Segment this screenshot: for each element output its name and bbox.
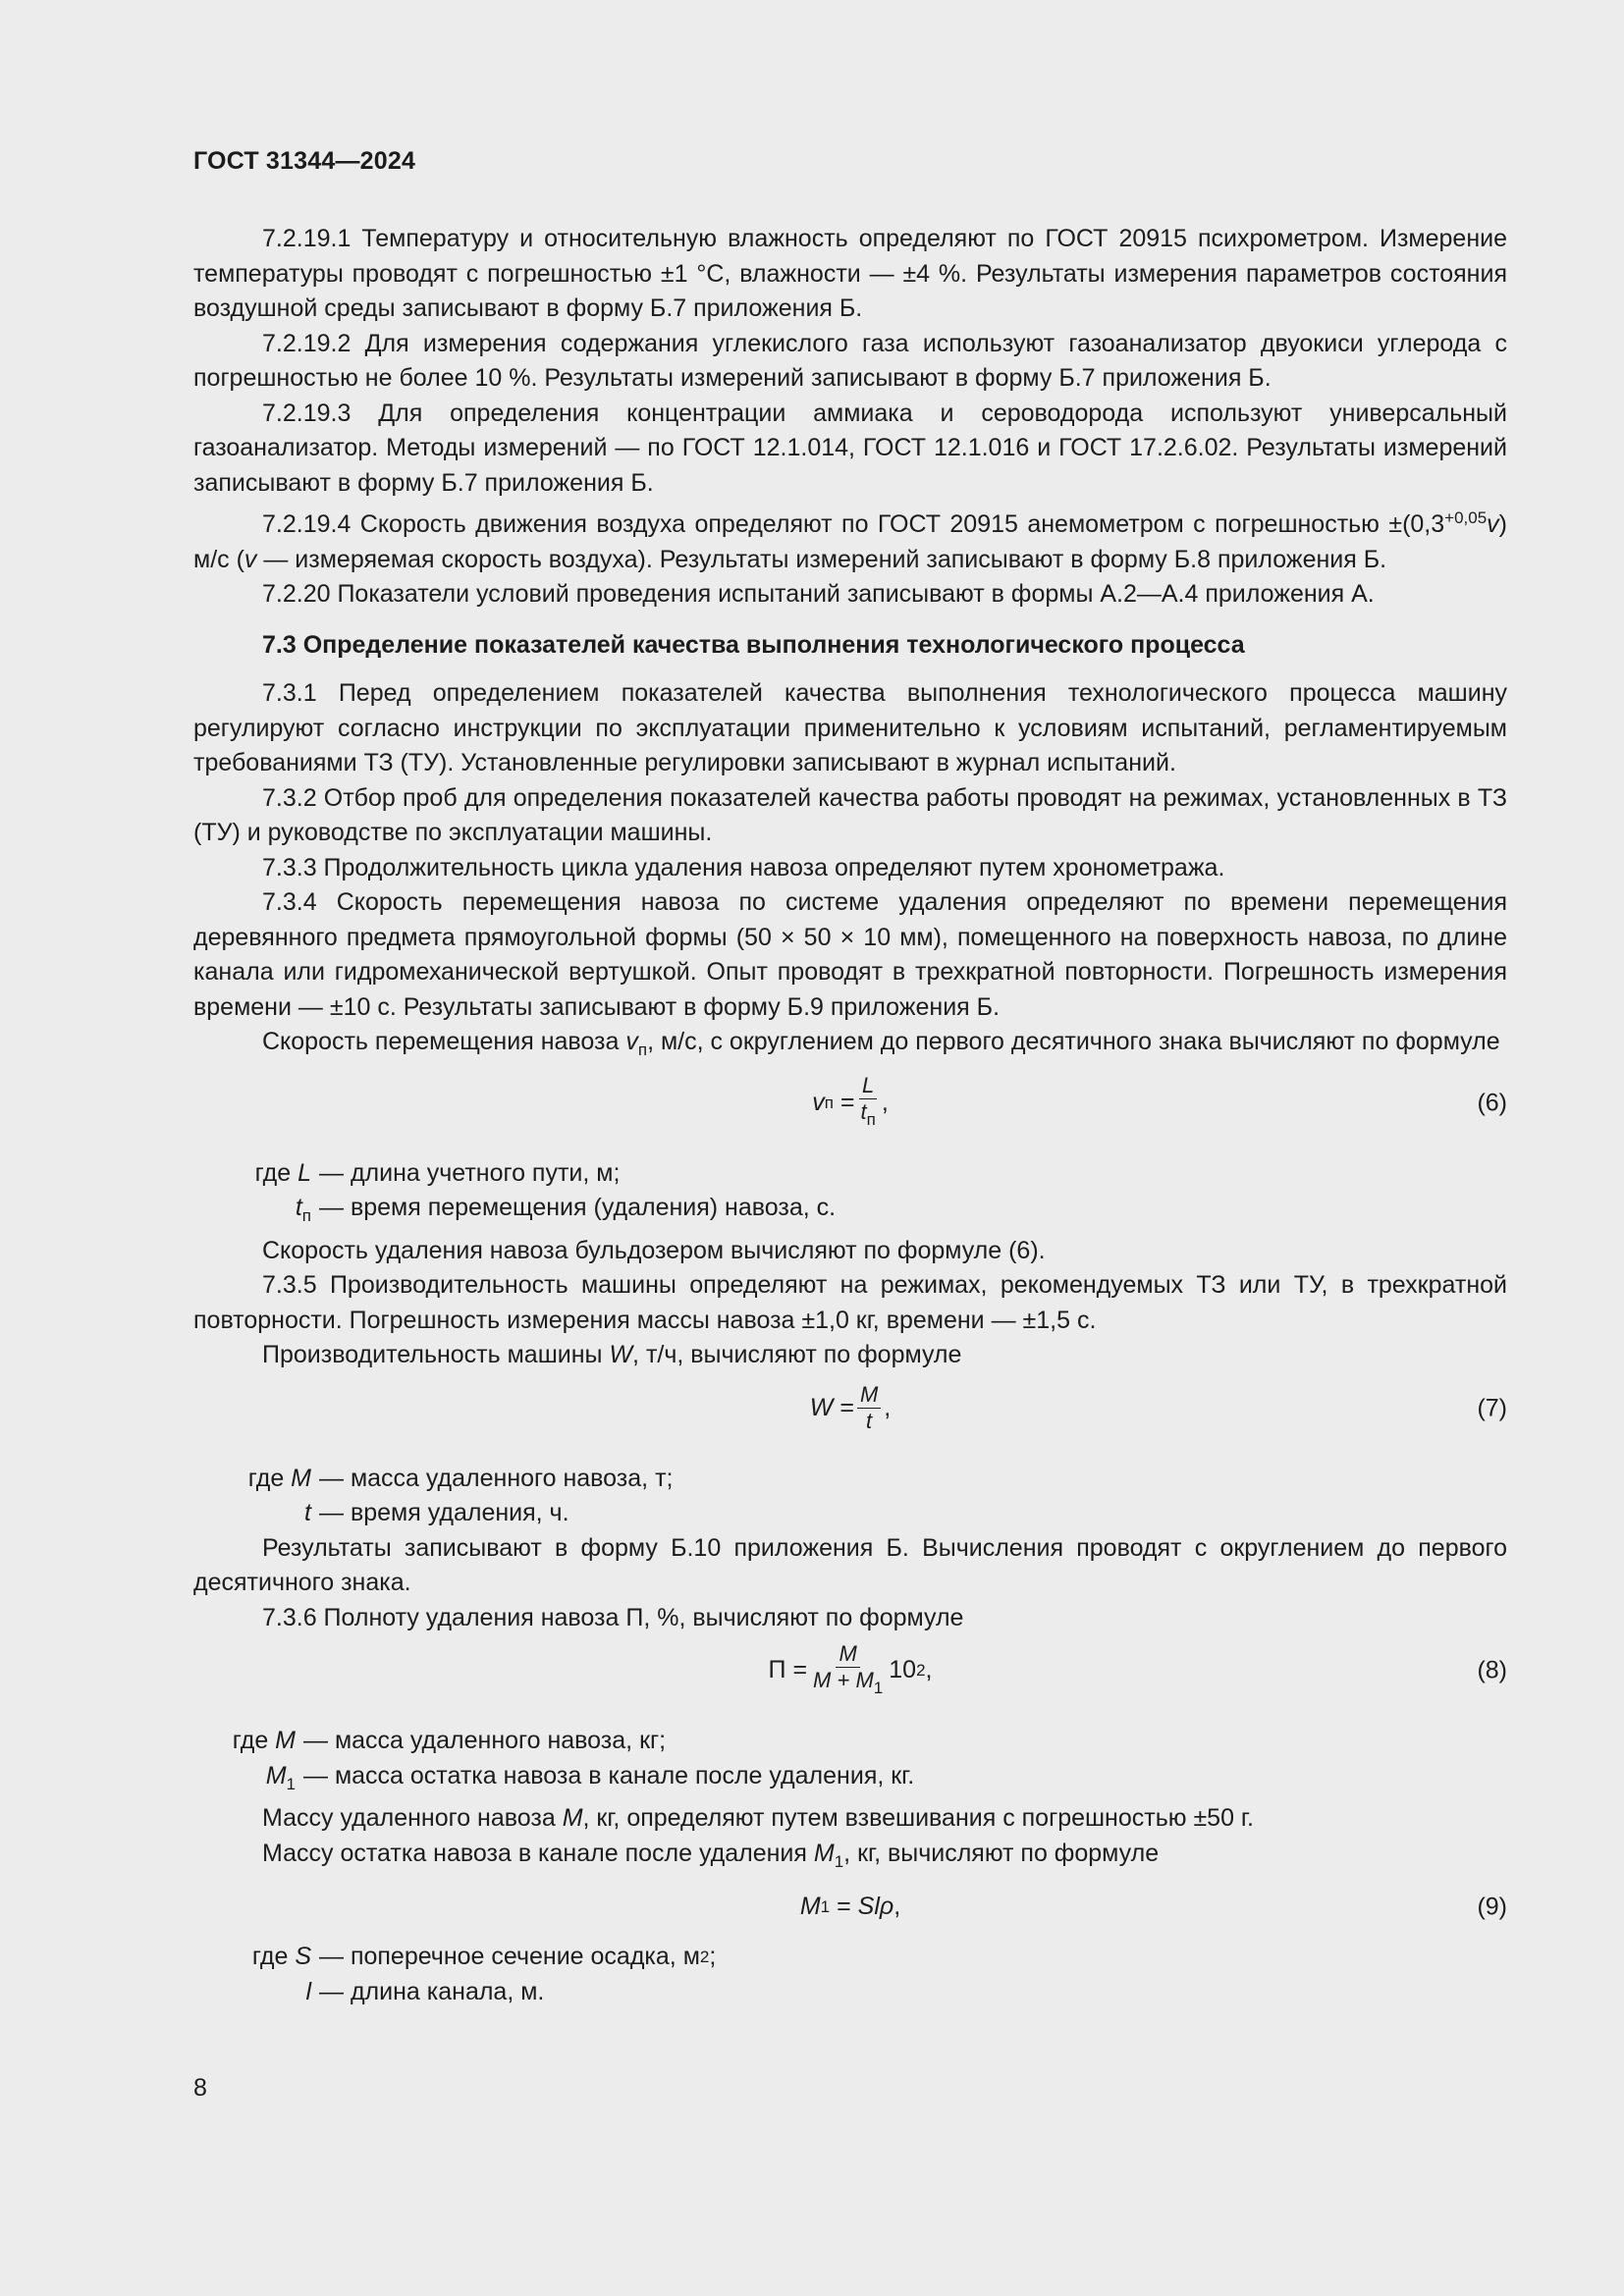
formula-6	[193, 1072, 1507, 1135]
page-content	[193, 222, 1507, 2009]
where-7-row-1: где M — масса удаленного навоза, т;	[247, 1464, 674, 1492]
formula-8	[193, 1639, 1507, 1702]
paragraph-7-2-20: 7.2.20 Показатели условий проведения испытаний записывают в формы А.2—А.4 приложения А.	[262, 580, 1375, 608]
section-heading-7-3: 7.3 Определение показателей качества выполнения технологического процесса	[262, 630, 1245, 659]
formula-8-fraction: $\frac{M}{M + M_1}$	[813, 1640, 884, 1697]
where-6-row-2: $t_п$ — время перемещения (удаления) навоза, с.	[295, 1194, 837, 1225]
paragraph-residual-mass: Массу остатка навоза в канале после удаления $M_1$, кг, вычисляют по формуле	[262, 1839, 1160, 1871]
paragraph-7-2-19-3: 7.2.19.3 Для определения концентрации аммиака и сероводорода используют универсальный газоанализатор. Методы измерений — по ГОСТ 12.1.014, ГОСТ 12.1.016 и ГОСТ 17.2.6.02. Результаты измерений записывают в форму Б.7 приложения Б.	[193, 399, 1507, 497]
formula-7-expression: W = $\frac{M}{t}$ ,	[809, 1382, 892, 1433]
paragraph-7-3-1: 7.3.1 Перед определением показателей качества выполнения технологического процесса машину регулируют согласно инструкции по эксплуатации применительно к условиям испытаний, регламентируемым требованиями ТЗ (ТУ). Установленные регулировки записывают в журнал испытаний.	[193, 679, 1507, 776]
formula-6-fraction: $\frac{L}{t_п}$	[860, 1073, 876, 1129]
where-6-row-1: где L — длина учетного пути, м;	[254, 1158, 621, 1187]
paragraph-productivity-intro: Производительность машины W, т/ч, вычисляют по формуле	[262, 1341, 962, 1368]
where-9-row-1: где S — поперечное сечение осадка, м 2 ;	[251, 1943, 717, 1970]
formula-9-expression: M 1 = Slρ ,	[799, 1893, 901, 1921]
paragraph-7-3-6: 7.3.6 Полноту удаления навоза П, %, вычисляют по формуле	[262, 1603, 964, 1631]
formula-9-number: (9)	[1477, 1893, 1507, 1921]
where-7-row-2: t — время удаления, ч.	[304, 1499, 569, 1526]
formula-8-number: (8)	[1477, 1656, 1507, 1684]
paragraph-results-b10: Результаты записывают в форму Б.10 приложения Б. Вычисления проводят с округлением до первого десятичного знака.	[193, 1533, 1507, 1596]
formula-8-expression: П = $\frac{M}{M + M_1}$ 10 2 ,	[769, 1641, 933, 1701]
where-8-row-1: где M — масса удаленного навоза, кг;	[232, 1727, 667, 1754]
formula-7	[193, 1377, 1507, 1440]
formula-6-number: (6)	[1477, 1088, 1507, 1116]
paragraph-7-3-2: 7.3.2 Отбор проб для определения показателей качества работы проводят на режимах, установленных в ТЗ (ТУ) и руководстве по эксплуатации машины.	[193, 783, 1507, 846]
paragraph-7-3-5: 7.3.5 Производительность машины определяют на режимах, рекомендуемых ТЗ или ТУ, в трехкратной повторности. Погрешность измерения массы навоза ±1,0 кг, времени — ±1,5 с.	[193, 1271, 1507, 1334]
formula-7-number: (7)	[1477, 1393, 1507, 1421]
document-header: ГОСТ 31344—2024	[193, 147, 416, 175]
paragraph-bulldozer: Скорость удаления навоза бульдозером вычисляют по формуле (6).	[262, 1236, 1046, 1264]
formula-9	[193, 1883, 1507, 1932]
where-9-row-2: l — длина канала, м.	[305, 1977, 545, 2005]
paragraph-7-2-19-1: 7.2.19.1 Температуру и относительную влажность определяют по ГОСТ 20915 психрометром. Измерение температуры проводят с погрешностью ±1 °С, влажности — ±4 %. Результаты измерения параметров состояния воздушной среды записывают в форму Б.7 приложения Б.	[193, 225, 1507, 322]
paragraph-7-2-19-4: 7.2.19.4 Скорость движения воздуха определяют по ГОСТ 20915 анемометром с погрешностью $\pm(0,3^{+0,05}v)$ м/с (v — измеряемая скорость воздуха). Результаты измерений записывают в форму Б.8 приложения Б.	[193, 508, 1507, 573]
page-number: 8	[193, 2074, 207, 2102]
where-8-row-2: $M_1$ — масса остатка навоза в канале после удаления, кг.	[265, 1761, 915, 1793]
paragraph-removed-mass: Массу удаленного навоза M, кг, определяют путем взвешивания с погрешностью ±50 г.	[262, 1804, 1254, 1832]
paragraph-7-2-19-2: 7.2.19.2 Для измерения содержания углекислого газа используют газоанализатор двуокиси углерода с погрешностью не более 10 %. Результаты измерений записывают в форму Б.7 приложения Б.	[193, 329, 1507, 392]
paragraph-speed-intro: Скорость перемещения навоза $v_п$, м/с, с округлением до первого десятичного знака вычисляют по формуле	[262, 1028, 1500, 1059]
paragraph-7-3-4: 7.3.4 Скорость перемещения навоза по системе удаления определяют по времени перемещения деревянного предмета прямоугольной формы (50 × 50 × 10 мм), помещенного на поверхность навоза, по длине канала или гидромеханической вертушкой. Опыт проводят в трехкратной повторности. Погрешность измерения времени — ±10 с. Результаты записывают в форму Б.9 приложения Б.	[193, 888, 1507, 1021]
formula-6-expression: v п = $\frac{L}{t_п}$ ,	[812, 1073, 889, 1133]
formula-7-fraction: $\frac{M}{t}$	[857, 1382, 881, 1434]
paragraph-7-3-3: 7.3.3 Продолжительность цикла удаления навоза определяют путем хронометража.	[262, 853, 1225, 881]
